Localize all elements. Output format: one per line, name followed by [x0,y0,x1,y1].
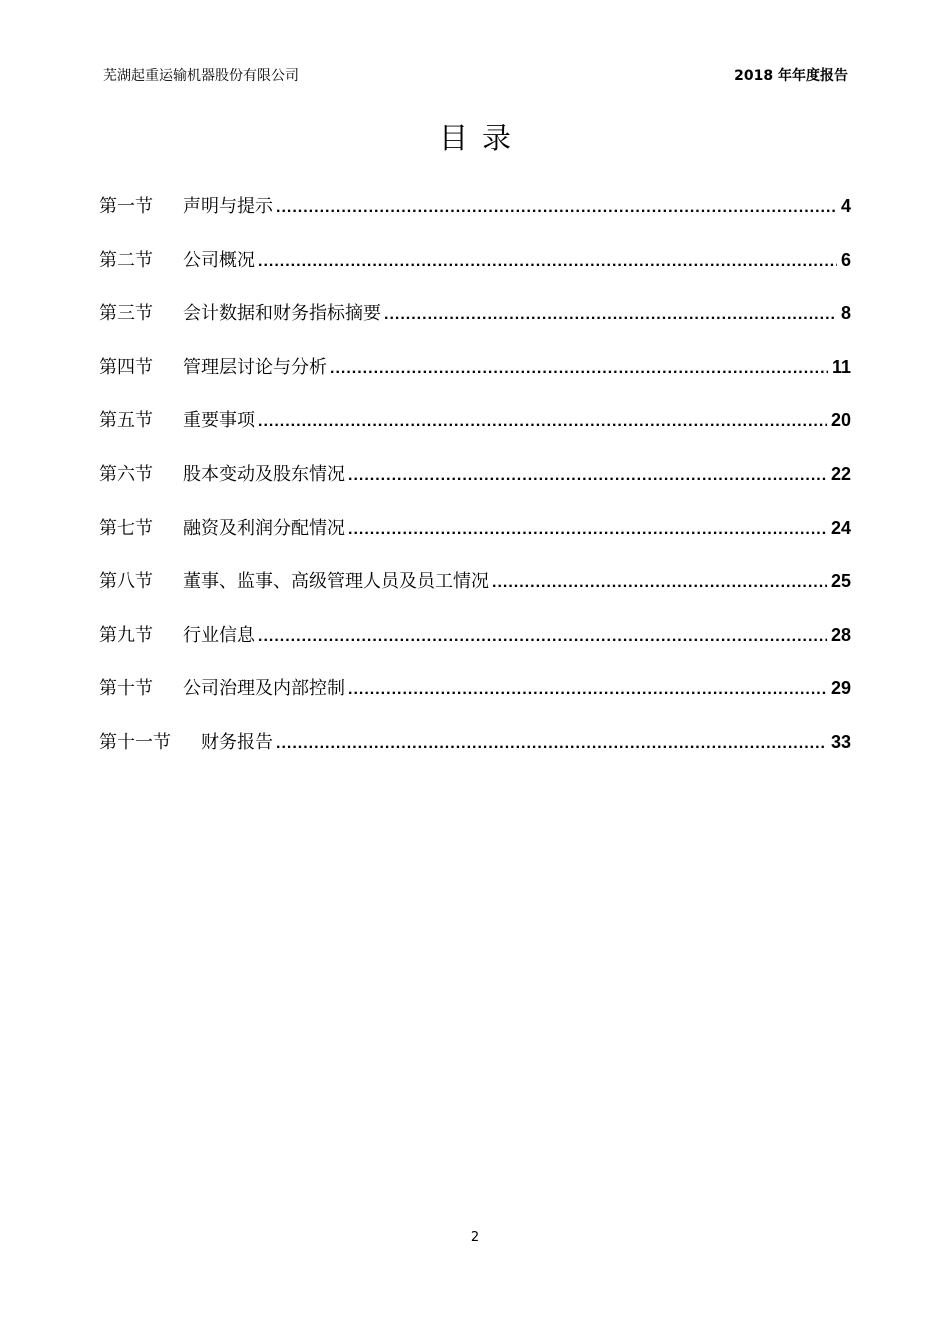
toc-entry[interactable] [99,299,851,353]
toc-section-number: 第六节 [99,463,153,485]
toc-entry[interactable] [99,460,851,514]
toc-entry[interactable] [99,674,851,728]
toc-section-name: 财务报告 [201,731,273,753]
toc-entry[interactable] [99,728,851,782]
page-number: 2 [470,1230,480,1245]
toc-entry[interactable] [99,353,851,407]
toc-section-name: 重要事项 [183,410,255,432]
toc-section-name: 股本变动及股东情况 [183,463,345,485]
toc-section-number: 第二节 [99,249,153,271]
toc-dot-leader [348,676,827,704]
toc-page-number: 4 [840,196,851,216]
toc-section-number: 第九节 [99,624,153,646]
toc-dot-leader [258,408,827,436]
toc-page-number: 28 [830,624,851,645]
toc-section-name: 董事、监事、高级管理人员及员工情况 [183,571,489,593]
toc-page-number: 24 [830,517,851,538]
toc-section-number: 第十节 [99,678,153,700]
header-report-title: 2018 年年度报告 [734,68,848,84]
toc-title: 目录 [438,121,525,155]
toc-dot-leader [348,516,827,544]
toc-section-number: 第七节 [99,517,153,539]
toc-dot-leader [276,194,837,222]
toc-page-number: 20 [830,410,851,431]
toc-dot-leader [258,248,837,276]
toc-entry[interactable] [99,621,851,675]
toc-section-name: 融资及利润分配情况 [183,517,345,539]
toc-section-number: 第五节 [99,410,153,432]
toc-dot-leader [348,462,827,490]
toc-dot-leader [330,355,828,383]
toc-entry[interactable] [99,567,851,621]
toc-dot-leader [492,569,827,597]
toc-entry[interactable] [99,246,851,300]
toc-page-number: 11 [831,356,851,377]
toc-section-name: 公司治理及内部控制 [183,678,345,700]
toc-dot-leader [258,623,827,651]
toc-page-number: 6 [840,249,851,270]
toc-section-number: 第十一节 [99,731,171,753]
toc-section-number: 第一节 [99,196,153,217]
toc-entry[interactable] [99,406,851,460]
toc-page-number: 8 [840,303,851,324]
toc-section-number: 第四节 [99,356,153,378]
toc-page-number: 33 [830,731,851,752]
toc-page-number: 22 [830,463,851,484]
toc-section-number: 第三节 [99,303,153,325]
toc-section-name: 会计数据和财务指标摘要 [183,303,381,325]
toc-section-name: 公司概况 [183,249,255,271]
toc-section-number: 第八节 [99,571,153,593]
toc-dot-leader [384,301,837,329]
toc-section-name: 声明与提示 [183,196,273,217]
toc-entry[interactable] [99,514,851,568]
toc-section-name: 行业信息 [183,624,255,646]
toc-page-number: 25 [830,571,851,592]
header-company-name: 芜湖起重运输机器股份有限公司 [103,68,299,84]
toc-page-number: 29 [830,678,851,699]
toc-dot-leader [276,730,827,758]
table-of-contents [99,192,851,782]
toc-section-name: 管理层讨论与分析 [183,356,327,378]
toc-entry[interactable] [99,192,851,246]
